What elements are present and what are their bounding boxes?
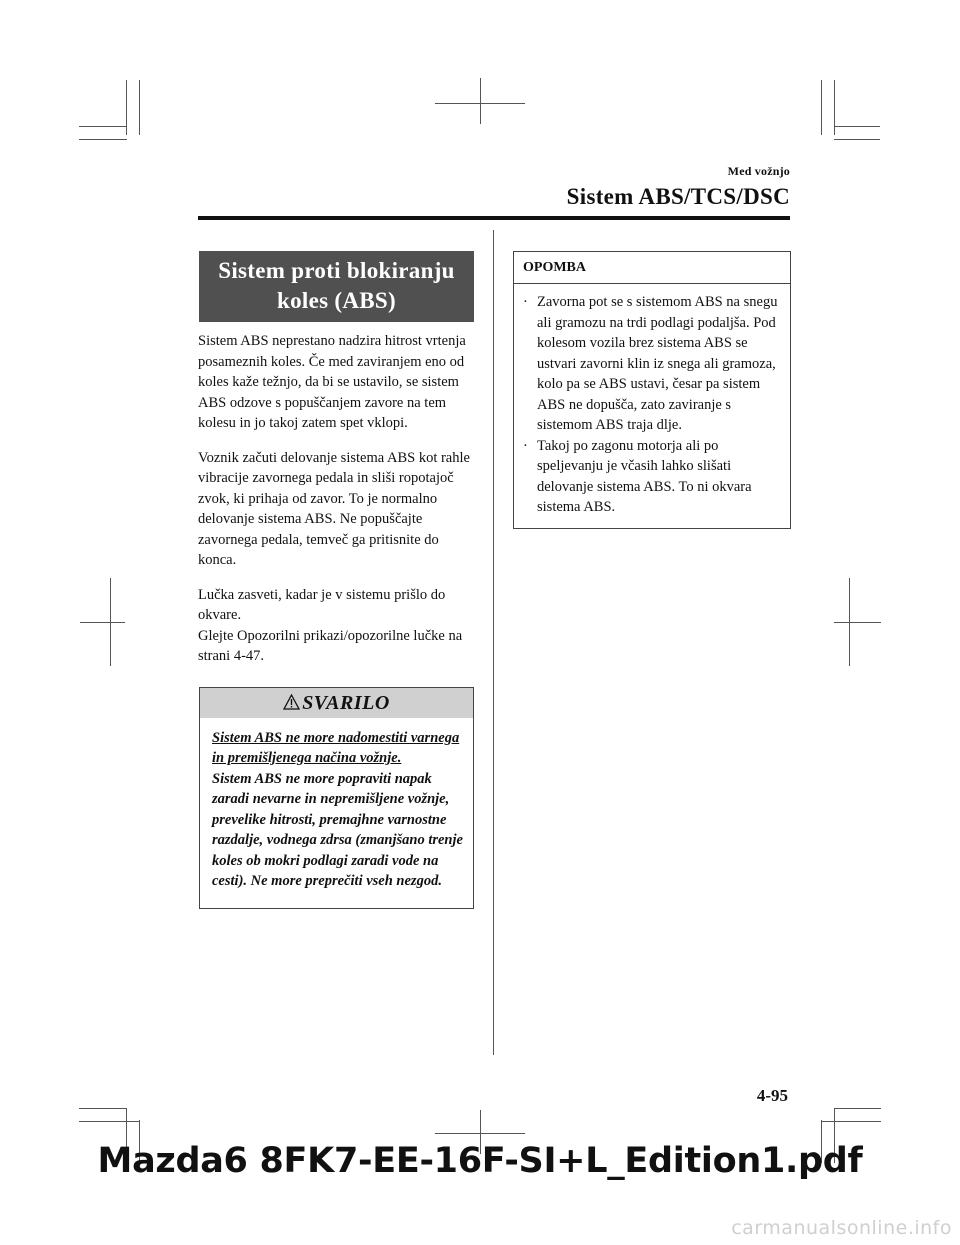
header-rule — [198, 216, 790, 220]
note-box — [513, 251, 791, 529]
note-list-item — [523, 292, 780, 436]
crop-mark — [834, 126, 880, 127]
crop-mark — [834, 622, 881, 623]
running-header-section: Med vožnjo — [727, 164, 790, 178]
crop-mark — [139, 80, 140, 135]
crop-mark — [480, 78, 481, 124]
warning-heading: SVARILO — [302, 691, 390, 714]
crop-mark — [821, 1121, 881, 1122]
crop-mark — [821, 80, 822, 135]
note-item-text: Takoj po zagonu motorja ali po speljevanju je včasih lahko slišati delovanje sistema ABS. To ni okvara sistema ABS. — [537, 437, 752, 515]
bullet-icon: · — [523, 437, 528, 454]
section-title-line2: koles (ABS) — [277, 288, 396, 313]
body-paragraph: Sistem ABS neprestano nadzira hitrost vrtenja posameznih koles. Če med zaviranjem eno od koles kaže težnjo, da bi se ustavilo, se sistem ABS odzove s popuščanjem zavore na tem kolesu in jo takoj zatem spet vklopi. — [198, 333, 466, 431]
note-item-text: Zavorna pot se s sistemom ABS na snegu ali gramozu na trdi podlagi podaljša. Pod kolesom vozila brez sistema ABS se ustvari zavorni klin iz snega ali gramoza, kolo pa se ABS ustavi, česar pa sistem ABS ne dopušča, zato zaviranje s sistemom ABS traja dlje. — [537, 294, 778, 433]
crop-mark — [834, 1108, 881, 1109]
crop-mark — [834, 80, 835, 135]
section-title — [199, 251, 474, 322]
section-title-line1: Sistem proti blokiranju — [218, 258, 455, 283]
crop-mark — [834, 139, 880, 140]
crop-mark — [79, 1121, 140, 1122]
note-body — [514, 284, 790, 528]
crop-mark — [79, 1108, 127, 1109]
warning-box — [199, 687, 474, 909]
crop-mark — [80, 622, 125, 623]
crop-mark — [435, 103, 525, 104]
crop-mark — [435, 1133, 525, 1134]
note-heading: OPOMBA — [514, 252, 790, 284]
note-list-item — [523, 436, 780, 518]
left-column — [199, 251, 474, 909]
bullet-icon: · — [523, 294, 528, 310]
body-paragraph: Lučka zasveti, kadar je v sistemu prišlo do okvare. — [198, 586, 446, 623]
warning-header — [200, 688, 473, 718]
warning-body — [200, 718, 473, 908]
warning-triangle-icon — [283, 694, 300, 710]
page-reference-paragraph: Glejte Opozorilni prikazi/opozorilne lučke na strani 4-47. — [198, 627, 463, 664]
warning-underlined-statement: Sistem ABS ne more nadomestiti varnega in premišljenega načina vožnje. — [212, 729, 460, 766]
footer-filename: Mazda6 8FK7-EE-16F-SI+L_Edition1.pdf — [97, 1141, 863, 1181]
warning-text: Sistem ABS ne more popraviti napak zaradi nevarne in nepremišljene vožnje, prevelike hitrosti, premajhne varnostne razdalje, vodnega zdrsa (zmanjšano trenje koles ob mokri podlagi zaradi vode na cesti). Ne more preprečiti vseh nezgod. — [212, 770, 463, 889]
page-number: 4-95 — [756, 1086, 788, 1105]
body-paragraph: Voznik začuti delovanje sistema ABS kot rahle vibracije zavornega pedala in sliši ropotajoč zvok, ki prihaja od zavor. To je normalno delovanje sistema ABS. Ne popuščajte zavornega pedala, temveč ga pritisnite do konca. — [198, 449, 470, 568]
watermark: carmanualsonline.info — [731, 1217, 952, 1239]
crop-mark — [79, 139, 127, 140]
running-header-title: Sistem ABS/TCS/DSC — [566, 184, 790, 209]
column-divider — [493, 230, 494, 1055]
crop-mark — [79, 126, 127, 127]
